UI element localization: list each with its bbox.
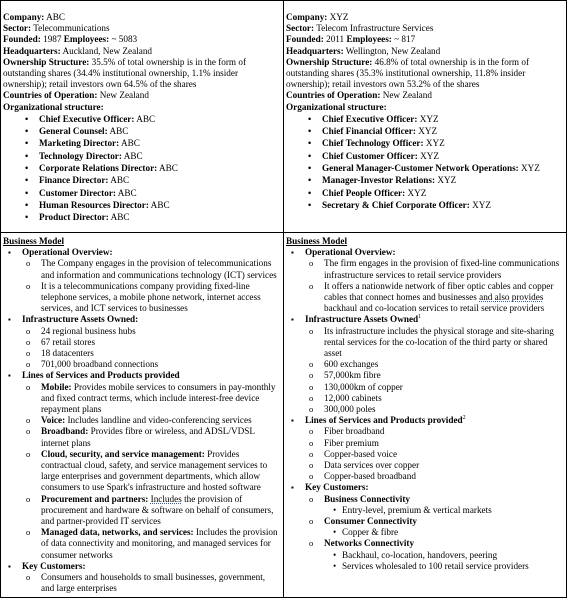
org-item: • Finance Director: ABC <box>25 175 280 186</box>
list-item: o Fiber premium <box>305 438 563 449</box>
business-model-heading: Business Model <box>286 236 348 246</box>
sub-list <box>305 426 563 482</box>
business-model-list <box>5 247 280 594</box>
list-item: o The Company engages in the provision of telecommunications and information and communications technology (ICT) services <box>22 258 280 280</box>
list-item: o 57,000km fibre <box>305 370 563 381</box>
org-item: • Chief Technology Officer: XYZ <box>308 138 563 149</box>
sub-list <box>22 382 280 561</box>
profile-row <box>1 1 567 233</box>
abc-profile-cell <box>1 1 284 233</box>
list-item: o 24 regional business hubs <box>22 326 280 337</box>
hq-line: Headquarters: Auckland, New Zealand <box>3 45 153 56</box>
list-item: o Cloud, security, and service management: Provides contractual cloud, safety, and service management services to large enterprises and government departments, which allow consumers to use Spark's infrastructure and hosted software <box>22 449 280 494</box>
list-item: o Voice: Includes landline and video-conferencing services <box>22 415 280 426</box>
list-item: o Procurement and partners: Includes the provision of procurement and hardware & software on behalf of consumers, and partner-provided IT services <box>22 494 280 528</box>
list-item: o 600 exchanges <box>305 359 563 370</box>
org-item: • Chief Executive Officer: ABC <box>25 114 280 125</box>
list-item: o Copper-based voice <box>305 449 563 460</box>
list-item: o Its infrastructure includes the physical storage and site-sharing rental services for the co-location of the third party or shared asset <box>305 326 563 360</box>
sub-list <box>22 572 280 594</box>
list-item: o Mobile: Provides mobile services to consumers in pay-monthly and fixed contract terms, which include interest-free device repayment plans <box>22 382 280 416</box>
countries-line: Countries of Operation: New Zealand <box>286 90 432 101</box>
ownership-line: Ownership Structure: 35.5% of total ownership is in the form of outstanding shares (34.4% institutional ownership, 1.1% insider ownership); retail investors own 64.5% of the shares <box>3 56 247 90</box>
list-item: o Business Connectivity • Entry-level, premium & vertical markets <box>305 494 563 516</box>
list-item: • Backhaul, co-location, handovers, peering <box>324 550 563 561</box>
sub-list <box>22 258 280 314</box>
list-item: o 701,000 broadband connections <box>22 359 280 370</box>
list-item: o 18 datacenters <box>22 348 280 359</box>
xyz-profile-cell <box>284 1 567 233</box>
list-item: o Fiber broadband <box>305 426 563 437</box>
company-line: Company: ABC <box>3 12 66 22</box>
org-item: • Corporate Relations Director: ABC <box>25 163 280 174</box>
org-item: • Chief People Officer: XYZ <box>308 188 563 199</box>
sector-line: Sector: Telecom Infrastructure Services <box>286 23 434 34</box>
org-item: • General Counsel: ABC <box>25 126 280 137</box>
list-item: o 67 retail stores <box>22 337 280 348</box>
list-item: o 12,000 cabinets <box>305 393 563 404</box>
org-item: • Chief Customer Officer: XYZ <box>308 151 563 162</box>
org-item: • Customer Director: ABC <box>25 188 280 199</box>
sub-list <box>22 326 280 371</box>
company-line: Company: XYZ <box>286 12 349 22</box>
list-item: o 130,000km of copper <box>305 382 563 393</box>
list-item: o It is a telecommunications company providing fixed-line telephone services, a mobile phone network, internet access services, and ICT services to businesses <box>22 281 280 315</box>
sub-list <box>305 258 563 314</box>
ownership-line: Ownership Structure: 46.8% of total ownership is in the form of outstanding shares (35.3% institutional ownership, 11.8% insider ownership); retail investors own 53.2% of the shares <box>286 56 530 90</box>
list-item: o Broadband: Provides fibre or wireless, and ADSL/VDSL internet plans <box>22 426 280 448</box>
org-item: • Manager-Investor Relations: XYZ <box>308 175 563 186</box>
org-item: • Secretary & Chief Corporate Officer: XYZ <box>308 200 563 211</box>
list-item: o The firm engages in the provision of fixed-line communications infrastructure services to retail service providers <box>305 258 563 280</box>
abc-business-model-cell <box>1 233 284 598</box>
countries-line: Countries of Operation: New Zealand <box>3 90 149 101</box>
sub-list <box>305 326 563 416</box>
org-list <box>25 114 280 224</box>
list-item: • Entry-level, premium & vertical markets <box>324 505 563 516</box>
org-item: • Product Director: ABC <box>25 212 280 223</box>
list-item: • Services wholesaled to 100 retail service providers <box>324 561 563 572</box>
org-item: • General Manager-Customer Network Operations: XYZ <box>308 163 563 174</box>
org-item: • Chief Financial Officer: XYZ <box>308 126 563 137</box>
footnote-marker: 1 <box>418 314 422 321</box>
list-item: o Data services over copper <box>305 460 563 471</box>
sub-sub-list <box>324 505 563 516</box>
founded-line: Founded: 2011 Employees: ~ 817 <box>286 34 416 45</box>
list-item: ▪ Lines of Services and Products provided o Mobile: Provides mobile services to consumers in pay-monthly and fixed contract terms, which include interest-free device repayment plans o Voice: Includes landline and video-conferencing services o Broadband: Provides fibre or wireless, and ADSL/VDSL internet plans o Cloud, security, and service management: Provides contractual cloud, safety, and service management services to large enterprises and government departments, which allow consumers to use Spark's infrastructure and hosted software o Procurement and partners: Includes the provision of procurement and hardware & software on behalf of consumers, and partner-provided IT services o Managed data, networks, and services: Includes the provision of data connectivity and monitoring, and managed services for consumer networks <box>5 370 280 560</box>
xyz-business-model-cell <box>284 233 567 598</box>
business-model-row <box>1 233 567 598</box>
org-heading: Organizational structure: <box>3 101 104 112</box>
hq-line: Headquarters: Wellington, New Zealand <box>286 45 441 56</box>
footnote-marker: 2 <box>462 415 466 422</box>
list-item: o Managed data, networks, and services: Includes the provision of data connectivity and monitoring, and managed services for consumer networks <box>22 527 280 561</box>
sub-list <box>305 494 563 572</box>
org-item: • Technology Director: ABC <box>25 151 280 162</box>
list-item: ▪ Operational Overview: o The firm engages in the provision of fixed-line communications infrastructure services to retail service providers o It offers a nationwide network of fiber optic cables and copper cables that connect homes and businesses and also provides backhaul and co-location services to retail service providers <box>288 247 563 314</box>
business-model-list <box>288 247 563 572</box>
sector-line: Sector: Telecommunications <box>3 23 110 34</box>
org-item: • Marketing Director: ABC <box>25 138 280 149</box>
list-item: o It offers a nationwide network of fiber optic cables and copper cables that connect homes and businesses and also provides backhaul and co-location services to retail service providers <box>305 281 563 315</box>
list-item: o Networks Connectivity • Backhaul, co-location, handovers, peering • Services wholesaled to 100 retail service providers <box>305 538 563 572</box>
org-heading: Organizational structure: <box>286 101 387 112</box>
list-item: o Consumer Connectivity • Copper & fibre <box>305 516 563 538</box>
list-item: ▪ Operational Overview: o The Company engages in the provision of telecommunications and information and communications technology (ICT) services o It is a telecommunications company providing fixed-line telephone services, a mobile phone network, internet access services, and ICT services to businesses <box>5 247 280 314</box>
list-item: o Copper-based broadband <box>305 471 563 482</box>
list-item: o 300,000 poles <box>305 404 563 415</box>
business-model-heading: Business Model <box>3 236 65 246</box>
list-item: ▪ Lines of Services and Products provided$^2$ o Fiber broadband o Fiber premium o Copper-based voice o Data services over copper o Copper-based broadband <box>288 415 563 482</box>
org-item: • Human Resources Director: ABC <box>25 200 280 211</box>
list-item: ▪ Infrastructure Assets Owned$^1$ o Its infrastructure includes the physical storage and site-sharing rental services for the co-location of the third party or shared asset o 600 exchanges o 57,000km fibre o 130,000km of copper o 12,000 cabinets o 300,000 poles <box>288 314 563 415</box>
sub-sub-list <box>324 550 563 572</box>
list-item: ▪ Infrastructure Assets Owned: o 24 regional business hubs o 67 retail stores o 18 datacenters o 701,000 broadband connections <box>5 314 280 370</box>
list-item: • Copper & fibre <box>324 527 563 538</box>
org-item: • Chief Executive Officer: XYZ <box>308 114 563 125</box>
org-list <box>308 114 563 211</box>
founded-line: Founded: 1987 Employees: ~ 5083 <box>3 34 138 45</box>
list-item: ▪ Key Customers: o Consumers and households to small businesses, government, and large enterprises <box>5 561 280 595</box>
list-item: o Consumers and households to small businesses, government, and large enterprises <box>22 572 280 594</box>
sub-sub-list <box>324 527 563 538</box>
list-item: ▪ Key Customers: o Business Connectivity • Entry-level, premium & vertical markets o Consumer Connectivity • Copper & fibre o Networks Connectivity • Backhaul, co-location, handovers, peering • Services wholesaled to 100 retail service providers <box>288 482 563 572</box>
